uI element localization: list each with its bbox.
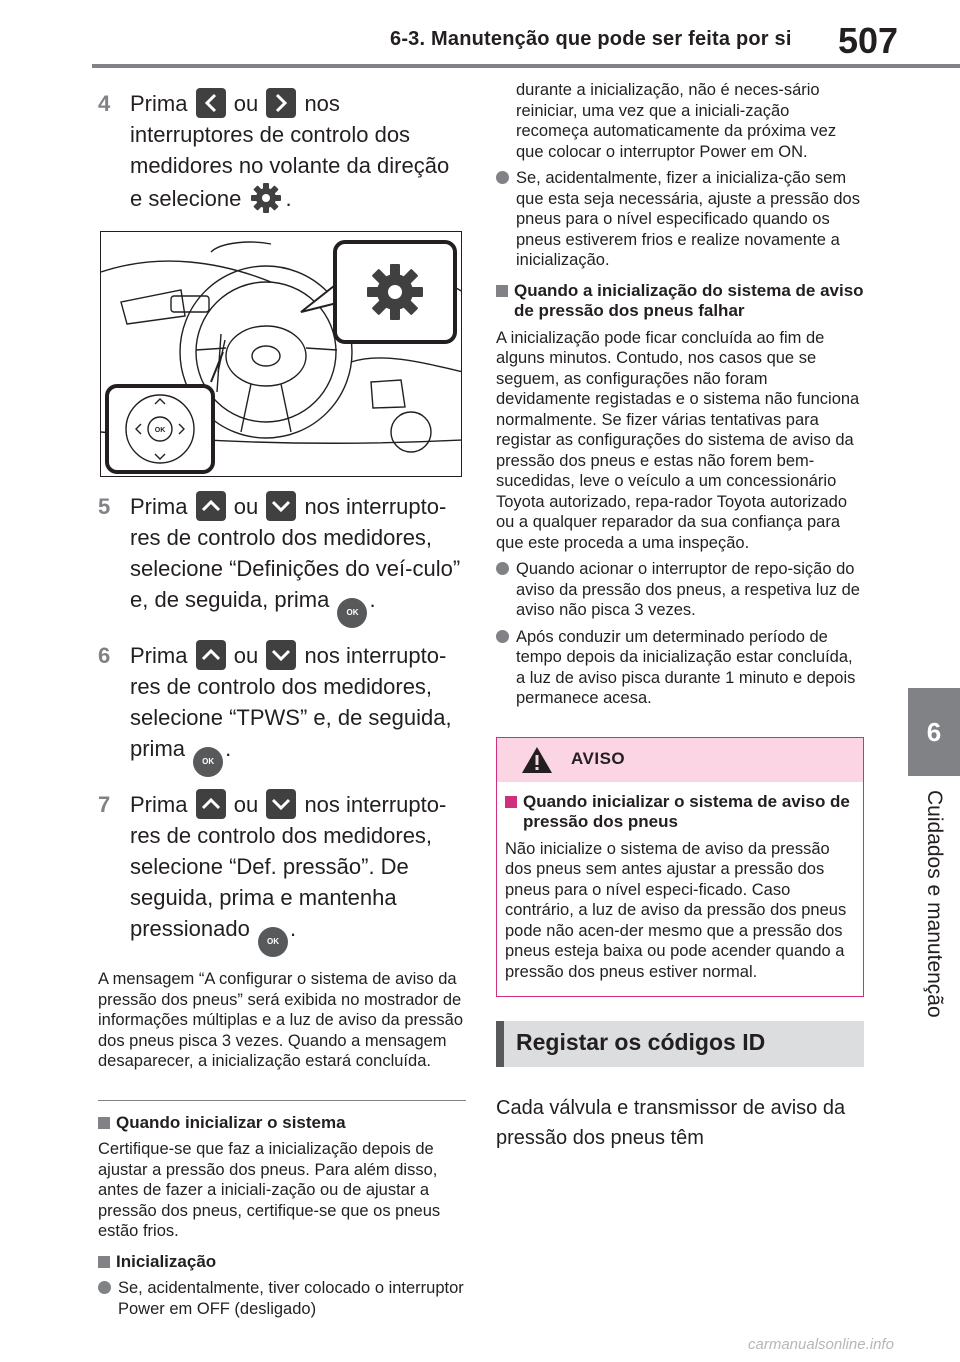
bullet-fail-1: Quando acionar o interruptor de repo-sição do aviso da pressão dos pneus, a respetiva luz de aviso não pisca 3 vezes. [496,559,864,621]
step-6 [98,640,466,777]
warning-heading: Quando inicializar o sistema de aviso de pressão dos pneus [505,792,857,833]
step-text: nos interrupto-res de controlo dos medidores, selecione “TPWS” e, de seguida, prima [130,643,452,761]
warning-label: AVISO [571,748,626,768]
subheading-initialization: Inicialização [98,1252,466,1273]
subheading-when-init: Quando inicializar o sistema [98,1113,466,1134]
step-number: 6 [98,643,111,668]
section-heading-bar [496,1021,864,1067]
step-number: 5 [98,494,111,519]
ok-button-icon: OK [193,747,223,777]
bullet-init-1: Se, acidentalmente, tiver colocado o interruptor Power em OFF (desligado) [98,1278,466,1319]
bullet-init-1-continued: durante a inicialização, não é neces-sário reiniciar, uma vez que a iniciali-zação recomeça automaticamente da próxima vez que colocar o interruptor Power em ON. [516,81,837,161]
svg-text:OK: OK [154,427,166,434]
gear-icon [249,181,283,215]
warning-box [496,737,864,998]
chapter-tab: 6 [908,688,960,776]
register-paragraph: Cada válvula e transmissor de aviso da pressão dos pneus têm [496,1097,846,1149]
page-number: 507 [838,20,899,61]
chevron-left-icon [196,88,226,118]
chevron-up-icon [196,491,226,521]
step-text: ou [233,643,259,668]
left-column [98,88,466,1325]
bullet-init-2: Se, acidentalmente, fizer a inicializa-ção sem que esta seja necessária, ajuste a pressão dos pneus para o nível especificado quando os pneus estiverem frios e realize novamente a inicialização. [496,168,864,271]
chevron-up-icon [196,640,226,670]
step-number: 7 [98,792,111,817]
steering-wheel-illustration [100,231,462,477]
chevron-up-icon [196,789,226,819]
message-paragraph: A mensagem “A configurar o sistema de aviso da pressão dos pneus” será exibida no mostrador de informações múltiplas e a luz de aviso da pressão dos pneus pisca 3 vezes. Quando a mensagem desaparecer, a inicialização estará concluída. [98,970,464,1070]
bullet-fail-2: Após conduzir um determinado período de tempo depois da inicialização estar concluída, a luz de aviso pisca durante 1 minuto e depois permanece acesa. [496,627,864,709]
header-rule [92,64,960,68]
fail-paragraph: A inicialização pode ficar concluída ao fim de alguns minutos. Contudo, nos casos que se seguem, as configurações não foram devidamente registadas e o sistema não funciona normalmente. Se fizer várias tentativas para registar as configurações do sistema de aviso da pressão dos pneus e estas não forem bem-sucedidas, leve o veículo a um concessionário Toyota autorizado, repa-rador Toyota autorizado ou a qualquer reparador da sua confiança para que este proceda a uma inspeção. [496,328,860,552]
step-text: . [290,916,297,941]
step-text: nos interruptores de controlo dos medidores no volante da direção e selecione [130,91,450,211]
step-text: nos interrupto-res de controlo dos medidores, selecione “Definições do veí-culo” e, de seguida, prima [130,494,461,612]
ok-button-icon: OK [258,927,288,957]
chevron-down-icon [266,789,296,819]
chevron-down-icon [266,640,296,670]
section-heading: Registar os códigos ID [516,1029,766,1055]
step-text: Prima [130,91,188,116]
watermark: carmanualsonline.info [748,1336,894,1353]
section-title: 6-3. Manutenção que pode ser feita por si [390,28,792,50]
step-text: Prima [130,643,188,668]
warning-header [497,738,863,782]
warning-body [497,782,863,997]
step-text: Prima [130,792,188,817]
step-text: . [285,186,292,211]
warning-triangle-icon [521,746,553,774]
chevron-down-icon [266,491,296,521]
step-text: . [369,587,376,612]
step-text: Prima [130,494,188,519]
chevron-right-icon [266,88,296,118]
step-text: . [225,736,232,761]
step-4 [98,88,466,215]
step-text: ou [233,91,259,116]
warning-text: Não inicialize o sistema de aviso da pressão dos pneus sem antes ajustar a pressão dos pneus para o nível especi-ficado. Caso contrário, a luz de aviso da pressão dos pneus pode não acen-der mesmo que a pressão dos pneus esteja baixa ou pode acender quando a pressão dos pneus estiver normal. [505,839,847,981]
chapter-label: Cuidados e manutenção [923,790,946,1018]
step-text: ou [233,494,259,519]
ok-button-icon: OK [337,598,367,628]
when-init-paragraph: Certifique-se que faz a inicialização depois de ajustar a pressão dos pneus. Para além disso, antes de fazer a iniciali-zação ou de ajustar a pressão dos pneus, certifique-se que os pneus estão frios. [98,1140,441,1240]
step-5 [98,491,466,628]
right-column [496,80,864,1153]
step-text: nos interrupto-res de controlo dos medidores, selecione “Def. pressão”. De seguida, prima e mantenha pressionado [130,792,447,941]
section-divider [98,1100,466,1101]
step-7 [98,789,466,957]
step-text: ou [233,792,259,817]
subheading-fail: Quando a inicialização do sistema de aviso de pressão dos pneus falhar [496,281,864,322]
step-number: 4 [98,91,111,116]
